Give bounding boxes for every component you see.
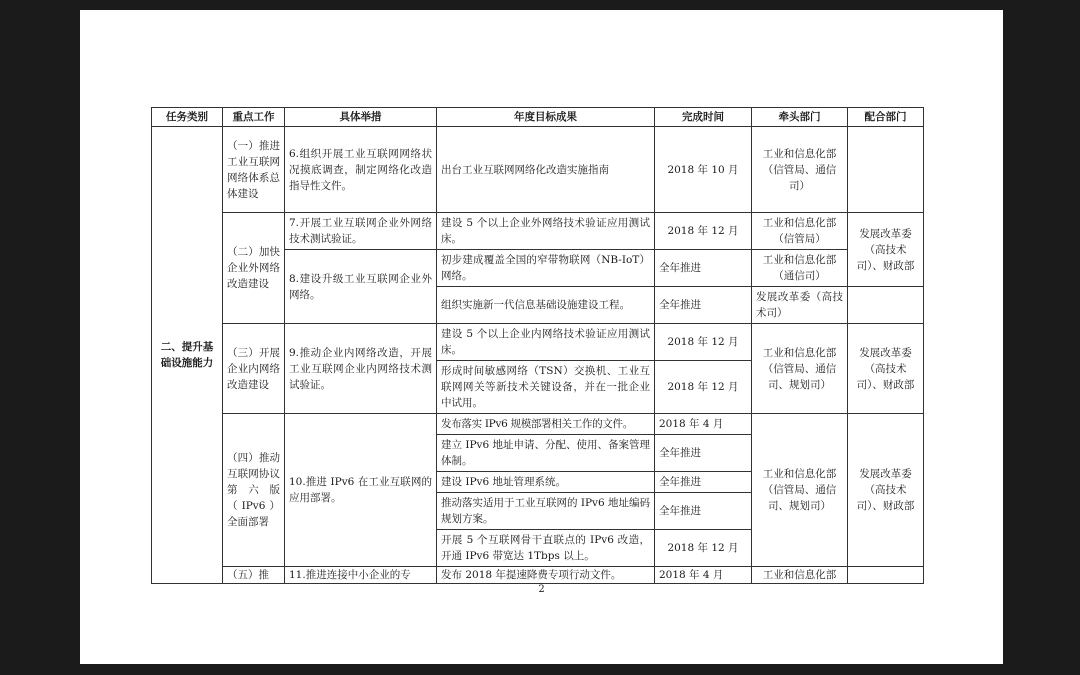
table-header-row: [152, 108, 924, 127]
partner-cell-empty: [848, 287, 924, 324]
header-lead-department: 牵头部门: [752, 108, 848, 127]
target-cell: 建设 5 个以上企业内网络技术验证应用测试床。: [437, 324, 655, 361]
measure-cell: 11.推进连接中小企业的专: [285, 567, 437, 584]
time-cell: 2018 年 10 月: [655, 127, 752, 213]
partner-cell: 发展改革委（高技术司）、财政部: [848, 414, 924, 567]
key-work-cell: （一）推进工业互联网网络体系总体建设: [223, 127, 285, 213]
partner-cell: 发展改革委（高技术司）、财政部: [848, 324, 924, 414]
time-cell: 2018 年 4 月: [655, 414, 752, 435]
target-cell: 建设 5 个以上企业外网络技术验证应用测试床。: [437, 213, 655, 250]
target-cell: 形成时间敏感网络（TSN）交换机、工业互联网网关等新技术关键设备，并在一批企业中试用。: [437, 361, 655, 414]
measure-cell: 9.推动企业内网络改造，开展工业互联网企业内网络技术测试验证。: [285, 324, 437, 414]
document-page: [80, 10, 1003, 664]
header-measures: 具体举措: [285, 108, 437, 127]
lead-cell: 工业和信息化部（信管局、通信司）: [752, 127, 848, 213]
table-row: [152, 414, 924, 435]
header-partner-department: 配合部门: [848, 108, 924, 127]
time-cell: 2018 年 4 月: [655, 567, 752, 584]
table-row: [152, 324, 924, 361]
table-row: [152, 567, 924, 584]
measure-cell: 10.推进 IPv6 在工业互联网的应用部署。: [285, 414, 437, 567]
key-work-cell: （四）推动互联网协议第六版（IPv6）全面部署: [223, 414, 285, 567]
header-completion-time: 完成时间: [655, 108, 752, 127]
key-work-cell: （三）开展企业内网络改造建设: [223, 324, 285, 414]
target-cell: 开展 5 个互联网骨干直联点的 IPv6 改造，开通 IPv6 带宽达 1Tbps 以上。: [437, 530, 655, 567]
target-cell: 建设 IPv6 地址管理系统。: [437, 472, 655, 493]
target-cell: 组织实施新一代信息基础设施建设工程。: [437, 287, 655, 324]
partner-cell: 发展改革委（高技术司）、财政部: [848, 213, 924, 287]
table-row: [152, 213, 924, 250]
time-cell: 2018 年 12 月: [655, 324, 752, 361]
time-cell: 全年推进: [655, 250, 752, 287]
page-number: 2: [538, 584, 545, 595]
header-key-work: 重点工作: [223, 108, 285, 127]
time-cell: 全年推进: [655, 287, 752, 324]
partner-cell-empty: [848, 127, 924, 213]
target-cell: 出台工业互联网网络化改造实施指南: [437, 127, 655, 213]
partner-cell-empty: [848, 567, 924, 584]
lead-cell: 工业和信息化部（信管局、通信司、规划司）: [752, 324, 848, 414]
key-work-cell: （二）加快企业外网络改造建设: [223, 213, 285, 324]
header-task-category: 任务类别: [152, 108, 223, 127]
lead-cell: 工业和信息化部: [752, 567, 848, 584]
header-annual-targets: 年度目标成果: [437, 108, 655, 127]
target-cell: 推动落实适用于工业互联网的 IPv6 地址编码规划方案。: [437, 493, 655, 530]
target-cell: 建立 IPv6 地址申请、分配、使用、备案管理体制。: [437, 435, 655, 472]
task-category-cell: 二、提升基础设施能力: [152, 127, 223, 584]
target-cell: 发布落实 IPv6 规模部署相关工作的文件。: [437, 414, 655, 435]
time-cell: 2018 年 12 月: [655, 530, 752, 567]
target-cell: 初步建成覆盖全国的窄带物联网（NB-IoT）网络。: [437, 250, 655, 287]
table-row: [152, 127, 924, 213]
measure-cell: 8.建设升级工业互联网企业外网络。: [285, 250, 437, 324]
key-work-cell: （五）推: [223, 567, 285, 584]
lead-cell: 发展改革委（高技术司）: [752, 287, 848, 324]
lead-cell: 工业和信息化部（通信司）: [752, 250, 848, 287]
measure-cell: 7.开展工业互联网企业外网络技术测试验证。: [285, 213, 437, 250]
time-cell: 2018 年 12 月: [655, 213, 752, 250]
lead-cell: 工业和信息化部（信管局、通信司、规划司）: [752, 414, 848, 567]
time-cell: 全年推进: [655, 472, 752, 493]
time-cell: 全年推进: [655, 435, 752, 472]
measure-cell: 6.组织开展工业互联网网络状况摸底调查，制定网络化改造指导性文件。: [285, 127, 437, 213]
task-table: [151, 107, 924, 584]
target-cell: 发布 2018 年提速降费专项行动文件。: [437, 567, 655, 584]
time-cell: 2018 年 12 月: [655, 361, 752, 414]
lead-cell: 工业和信息化部（信管局）: [752, 213, 848, 250]
time-cell: 全年推进: [655, 493, 752, 530]
